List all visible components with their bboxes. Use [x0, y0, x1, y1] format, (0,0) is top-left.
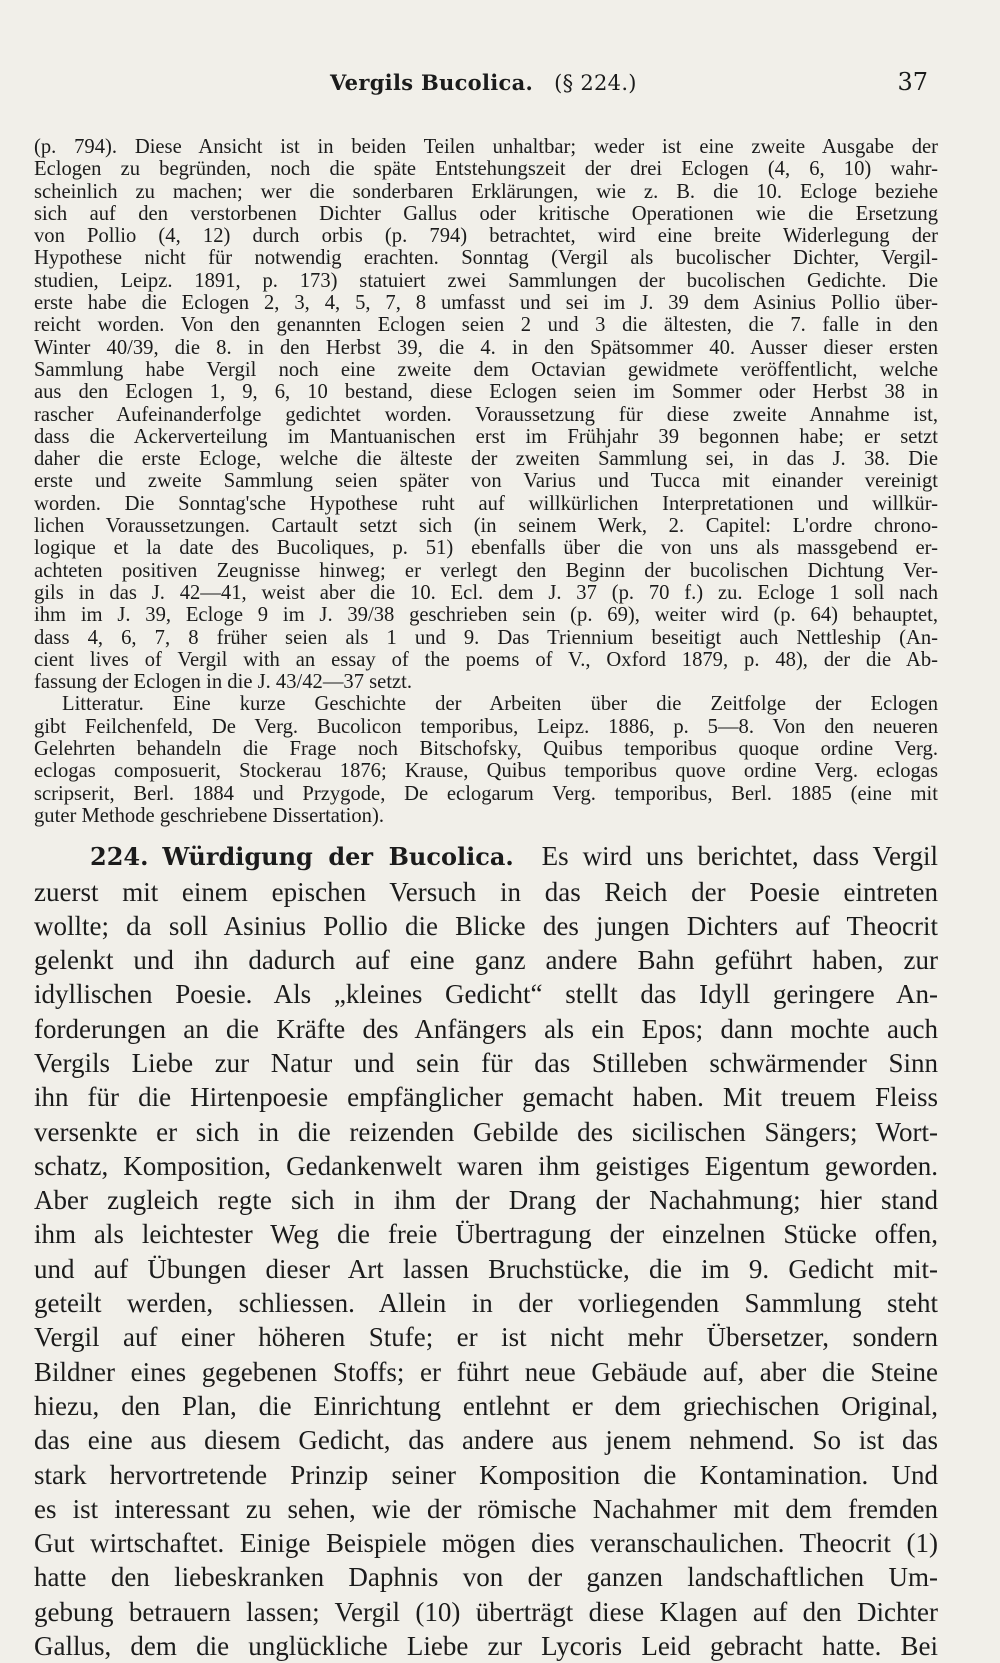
body-line: zuerst mit einem epischen Versuch in das Reich der Poesie eintreten [34, 876, 938, 907]
body-line: versenkte er sich in die reizenden Gebilde des sicilischen Sängers; Wort- [34, 1116, 938, 1147]
body-line: Aber zugleich regte sich in ihm der Drang der Nachahmung; hier stand [34, 1185, 938, 1216]
body-line: schatz, Komposition, Gedankenwelt waren ihm geistiges Eigentum geworden. [34, 1150, 938, 1181]
section-first-line: Es wird uns berichtet, dass Vergil [541, 841, 939, 872]
small-line: lichen Voraussetzungen. Cartault setzt sich (in seinem Werk, 2. Capitel: L'ordre chrono- [34, 515, 938, 538]
page-number: 37 [897, 68, 928, 96]
small-line: erste und zweite Sammlung seien später von Varius und Tucca mit einander vereinigt [34, 470, 938, 493]
small-line: cient lives of Vergil with an essay of the poems of V., Oxford 1879, p. 48), der die Ab- [34, 648, 938, 671]
section-heading-line [34, 839, 938, 874]
small-line: achteten positiven Zeugnisse hinweg; er verlegt den Beginn der bucolischen Dichtung Ver- [34, 559, 938, 582]
body-line: gelenkt und ihn dadurch auf eine ganz andere Bahn geführt haben, zur [34, 945, 938, 976]
body-line: ihm als leichtester Weg die freie Übertragung der einzelnen Stücke offen, [34, 1219, 938, 1250]
small-line: aus den Eclogen 1, 9, 6, 10 bestand, diese Eclogen seien im Sommer oder Herbst 38 in [34, 381, 938, 404]
small-line: dass 4, 6, 7, 8 früher seien als 1 und 9. Das Triennium beseitigt auch Nettleship (An- [34, 626, 938, 649]
body-line: stark hervortretende Prinzip seiner Komposition die Kontamination. Und [34, 1459, 938, 1490]
small-line: gils in das J. 42—41, weist aber die 10. Ecl. dem J. 37 (p. 70 f.) zu. Ecloge 1 soll nach [34, 581, 938, 604]
small-line: sich auf den verstorbenen Dichter Gallus oder kritische Operationen wie die Ersetzung [34, 202, 938, 225]
footnote-block [34, 136, 938, 827]
small-line: worden. Die Sonntag'sche Hypothese ruht auf willkürlichen Interpretationen und willkür- [34, 492, 938, 515]
small-line: fassung der Eclogen in die J. 43/42—37 setzt. [34, 671, 413, 694]
section-title: Würdigung der Bucolica. [162, 842, 514, 872]
body-line: wollte; da soll Asinius Pollio die Blicke des jungen Dichters auf Theocrit [34, 910, 938, 941]
body-line: idyllischen Poesie. Als „kleines Gedicht“ stellt das Idyll geringere An- [34, 979, 938, 1010]
small-line: erste habe die Eclogen 2, 3, 4, 5, 7, 8 umfasst und sei im J. 39 dem Asinius Pollio über- [34, 292, 938, 315]
body-line: und auf Übungen dieser Art lassen Bruchstücke, die im 9. Gedicht mit- [34, 1253, 938, 1284]
body-line: hatte den liebeskranken Daphnis von der ganzen landschaftlichen Um- [34, 1562, 938, 1593]
body-line: das eine aus diesem Gedicht, das andere aus jenem nehmend. So ist das [34, 1425, 938, 1456]
body-line: Vergil auf einer höheren Stufe; er ist nicht mehr Übersetzer, sondern [34, 1322, 938, 1353]
small-line: reicht worden. Von den genannten Eclogen seien 2 und 3 die ältesten, die 7. falle in den [34, 314, 938, 337]
small-line: Sammlung habe Vergil noch eine zweite dem Octavian gewidmete veröffentlicht, welche [34, 358, 938, 381]
small-line: Eclogen zu begründen, noch die späte Entstehungszeit der drei Eclogen (4, 6, 10) wahr- [34, 158, 938, 181]
small-line: studien, Leipz. 1891, p. 173) statuiert zwei Sammlungen der bucolischen Gedichte. Die [34, 269, 938, 292]
body-line: forderungen an die Kräfte des Anfängers als ein Epos; dann mochte auch [34, 1013, 938, 1044]
literature-line: guter Methode geschriebene Dissertation). [34, 804, 384, 827]
running-title [330, 70, 637, 95]
literature-paragraph [34, 693, 938, 827]
small-line: scheinlich zu machen; wer die sonderbaren Erklärungen, wie z. B. die 10. Ecloge beziehe [34, 180, 938, 203]
small-line: von Pollio (4, 12) durch orbis (p. 794) betrachtet, wird eine breite Widerlegung der [34, 225, 938, 248]
small-line: Hypothese nicht für notwendig erachten. Sonntag (Vergil als bucolischer Dichter, Vergil- [34, 247, 938, 270]
literature-line: Gelehrten behandeln die Frage noch Bitschofsky, Quibus temporibus quoque ordine Verg. [34, 738, 938, 761]
running-title-section: (§ 224.) [554, 71, 637, 95]
small-line: daher die erste Ecloge, welche die älteste der zweiten Sammlung sei, in das J. 38. Die [34, 448, 938, 471]
small-line: dass die Ackerverteilung im Mantuanischen erst im Frühjahr 39 begonnen habe; er setzt [34, 425, 938, 448]
body-line: Gallus, dem die unglückliche Liebe zur Lycoris Leid gebracht hatte. Bei [34, 1631, 938, 1662]
literature-line: Litteratur. Eine kurze Geschichte der Arbeiten über die Zeitfolge der Eclogen [62, 693, 938, 716]
section-paragraph [34, 839, 938, 1663]
small-line: logique et la date des Bucoliques, p. 51) ebenfalls über die von uns als massgebend er- [34, 537, 938, 560]
body-line: Vergils Liebe zur Natur und sein für das Stilleben schwärmender Sinn [34, 1047, 938, 1078]
small-line: rascher Aufeinanderfolge gedichtet worden. Voraussetzung für diese zweite Annahme ist, [34, 403, 938, 426]
literature-line: scripserit, Berl. 1884 und Przygode, De eclogarum Verg. temporibus, Berl. 1885 (eine mit [34, 782, 938, 805]
body-line: geteilt werden, schliessen. Allein in der vorliegenden Sammlung steht [34, 1288, 938, 1319]
literature-line: eclogas composuerit, Stockerau 1876; Krause, Quibus temporibus quove ordine Verg. eclogas [34, 760, 938, 783]
body-line: es ist interessant zu sehen, wie der römische Nachahmer mit dem fremden [34, 1493, 938, 1524]
body-line: gebung betrauern lassen; Vergil (10) überträgt diese Klagen auf den Dichter [34, 1596, 938, 1627]
main-section [34, 839, 938, 1663]
running-title-bold: Vergils Bucolica. [330, 70, 534, 95]
body-line: Gut wirtschaftet. Einige Beispiele mögen dies veranschaulichen. Theocrit (1) [34, 1528, 938, 1559]
section-number: 224. [90, 842, 149, 872]
body-line: ihn für die Hirtenpoesie empfänglicher gemacht haben. Mit treuem Fleiss [34, 1082, 938, 1113]
body-line: Bildner eines gegebenen Stoffs; er führt neue Gebäude auf, aber die Steine [34, 1356, 938, 1387]
literature-line: gibt Feilchenfeld, De Verg. Bucolicon temporibus, Leipz. 1886, p. 5—8. Von den neueren [34, 715, 938, 738]
body-line: hiezu, den Plan, die Einrichtung entlehnt er dem griechischen Original, [34, 1390, 938, 1421]
small-line: (p. 794). Diese Ansicht ist in beiden Teilen unhaltbar; weder ist eine zweite Ausgabe der [34, 136, 938, 158]
small-paragraph [34, 136, 938, 693]
small-line: Winter 40/39, die 8. in den Herbst 39, die 4. in den Spätsommer 40. Ausser dieser ersten [34, 336, 938, 359]
running-head [34, 60, 938, 100]
small-line: ihm im J. 39, Ecloge 9 im J. 39/38 geschrieben sein (p. 69), weiter wird (p. 64) behauptet, [34, 604, 938, 627]
